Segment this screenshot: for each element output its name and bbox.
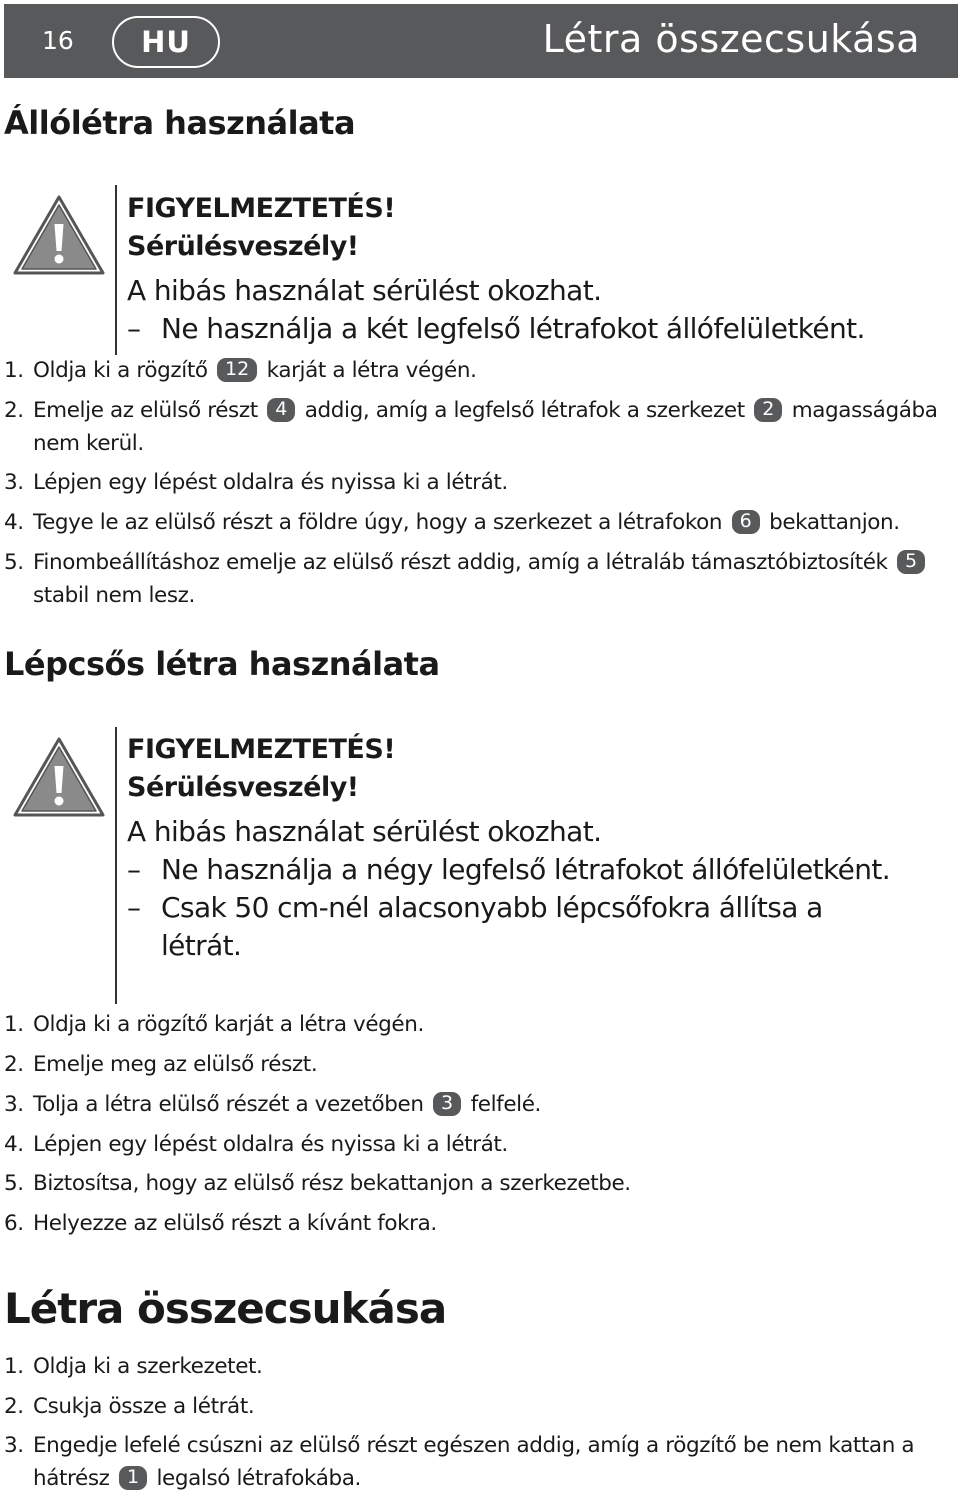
step-text: Tolja a létra elülső részét a vezetőben [33, 1092, 424, 1117]
language-badge: HU [112, 16, 220, 68]
step-number: 1. [4, 1012, 24, 1037]
part-number-badge: 12 [217, 358, 257, 382]
warning-text: A hibás használat sérülést okozhat. [127, 815, 602, 848]
step-number: 3. [4, 1433, 24, 1458]
step-item [4, 1167, 954, 1200]
step-text: addig, amíg a legfelső létrafok a szerkezet [304, 398, 745, 423]
step-item [4, 1008, 954, 1041]
warning-box-1 [127, 190, 947, 348]
step-number: 3. [4, 1092, 24, 1117]
step-text: stabil nem lesz. [33, 583, 195, 608]
section-heading-folding: Létra összecsukása [4, 1284, 447, 1333]
part-number-badge: 4 [267, 398, 295, 422]
warning-title: FIGYELMEZTETÉS! [127, 193, 396, 224]
warning-bullet: – Ne használja a négy legfelső létrafokot állófelületként. [127, 851, 907, 889]
step-text: Biztosítsa, hogy az elülső rész bekattanjon a szerkezetbe. [33, 1171, 631, 1196]
warning-triangle-icon [12, 736, 106, 818]
part-number-badge: 1 [119, 1466, 147, 1490]
step-text: bekattanjon. [769, 510, 900, 535]
step-number: 4. [4, 510, 24, 535]
step-text: Csukja össze a létrát. [33, 1394, 255, 1419]
step-text: felfelé. [470, 1092, 541, 1117]
step-number: 5. [4, 550, 24, 575]
warning-text: A hibás használat sérülést okozhat. [127, 274, 602, 307]
step-item [4, 354, 954, 387]
step-text: magasságába nem kerül. [33, 398, 938, 456]
step-item [4, 1390, 954, 1423]
step-number: 2. [4, 1052, 24, 1077]
part-number-badge: 6 [732, 510, 760, 534]
step-number: 4. [4, 1132, 24, 1157]
step-text: Emelje az elülső részt [33, 398, 258, 423]
step-text: Helyezze az elülső részt a kívánt fokra. [33, 1211, 437, 1236]
step-number: 2. [4, 398, 24, 423]
warning-divider [115, 185, 117, 355]
warning-subtitle: Sérülésveszély! [127, 772, 359, 803]
step-item [4, 1048, 954, 1081]
step-text: Engedje lefelé csúszni az elülső részt egészen addig, amíg a rögzítő be nem kattan a hátrész [33, 1433, 915, 1491]
section-heading-step-ladder: Lépcsős létra használata [4, 645, 440, 683]
warning-triangle-icon [12, 194, 106, 276]
step-text: Oldja ki a szerkezetet. [33, 1354, 263, 1379]
step-text: Lépjen egy lépést oldalra és nyissa ki a létrát. [33, 470, 508, 495]
page-header [4, 4, 958, 78]
part-number-badge: 3 [433, 1092, 461, 1116]
step-text: Oldja ki a rögzítő [33, 358, 208, 383]
step-number: 5. [4, 1171, 24, 1196]
step-item [4, 1128, 954, 1161]
step-number: 1. [4, 358, 24, 383]
section-heading-standing-ladder: Állólétra használata [4, 104, 356, 142]
warning-bullet: – Ne használja a két legfelső létrafokot állófelületként. [127, 310, 947, 348]
step-text: Lépjen egy lépést oldalra és nyissa ki a létrát. [33, 1132, 508, 1157]
step-number: 1. [4, 1354, 24, 1379]
step-text: Finombeállításhoz emelje az elülső részt addig, amíg a létraláb támasztóbiztosíték [33, 550, 888, 575]
step-item [4, 1350, 954, 1383]
step-number: 3. [4, 470, 24, 495]
warning-bullet: – Csak 50 cm-nél alacsonyabb lépcsőfokra állítsa a létrát. [127, 889, 907, 965]
step-item [4, 546, 954, 612]
step-text: karját a létra végén. [266, 358, 477, 383]
part-number-badge: 2 [754, 398, 782, 422]
part-number-badge: 5 [897, 550, 925, 574]
step-item [4, 1207, 954, 1240]
warning-title: FIGYELMEZTETÉS! [127, 734, 396, 765]
warning-subtitle: Sérülésveszély! [127, 231, 359, 262]
step-text: legalsó létrafokába. [156, 1466, 361, 1491]
step-item [4, 394, 954, 460]
step-item [4, 466, 954, 499]
step-text: Oldja ki a rögzítő karját a létra végén. [33, 1012, 424, 1037]
step-number: 6. [4, 1211, 24, 1236]
step-text: Emelje meg az elülső részt. [33, 1052, 318, 1077]
step-item [4, 1429, 954, 1495]
warning-box-2 [127, 731, 907, 965]
step-text: Tegye le az elülső részt a földre úgy, hogy a szerkezet a létrafokon [33, 510, 723, 535]
warning-divider [115, 727, 117, 1004]
step-item [4, 1088, 954, 1121]
page-number: 16 [42, 26, 74, 55]
header-title: Létra összecsukása [542, 17, 920, 61]
step-number: 2. [4, 1394, 24, 1419]
step-item [4, 506, 954, 539]
